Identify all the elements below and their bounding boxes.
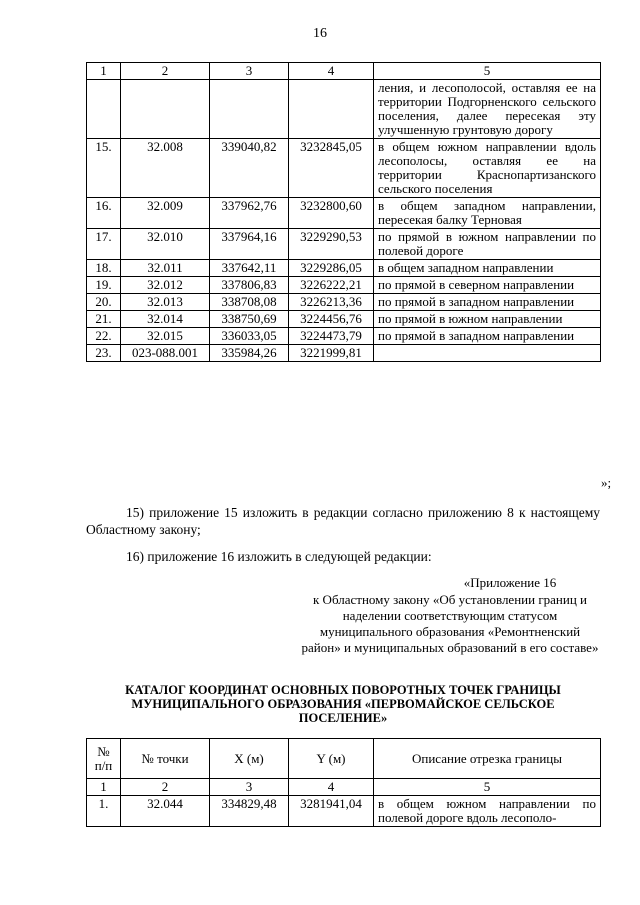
table-row [87,311,601,328]
cell-y: 3232800,60 [289,198,374,229]
header-cell: 3 [210,63,289,80]
table-row: 1. 32.044 334829,48 3281941,04 в общем южном направлении по полевой дороге вдоль лесополо- [87,796,601,827]
cell-point: 32.015 [121,328,210,345]
cell-point: 023-088.001 [121,345,210,362]
cell-x: 339040,82 [210,139,289,198]
cell-desc: по прямой в западном направлении [374,328,601,345]
header-cell: № точки [121,739,210,779]
cell-y: 3229286,05 [289,260,374,277]
cell-x: 337806,83 [210,277,289,294]
table-row [87,328,601,345]
cell-x: 337962,76 [210,198,289,229]
page-number: 16 [313,26,327,41]
cell-n: 19. [87,277,121,294]
cell-n: 15. [87,139,121,198]
header-cell: 2 [121,63,210,80]
cell-n: 18. [87,260,121,277]
cell-x: 338708,08 [210,294,289,311]
table-row [87,139,601,198]
cell-desc [374,345,601,362]
coordinates-table [86,738,601,827]
table-header-row [87,739,601,779]
cell-n: 22. [87,328,121,345]
cell-desc: по прямой в южном направлении [374,311,601,328]
cell-y: 3229290,53 [289,229,374,260]
table-row [87,294,601,311]
appendix-body: к Областному закону «Об установлении границ и наделении соответствующим статусом муниципального образования «Ремонтненский район» и муниципальных образований в его составе» [301,592,599,655]
cell-n: 16. [87,198,121,229]
header-cell: X (м) [210,739,289,779]
cell-point: 32.011 [121,260,210,277]
closing-quote: »; [601,475,612,490]
table-row [87,198,601,229]
cell-n: 21. [87,311,121,328]
cell-y: 3221999,81 [289,345,374,362]
cell-n: 20. [87,294,121,311]
cell-x: 338750,69 [210,311,289,328]
cell-x: 336033,05 [210,328,289,345]
cell-desc: в общем южном направлении вдоль лесополосы, оставляя ее на территории Краснопартизанского сельского поселения [374,139,601,198]
table-row [87,277,601,294]
header-cell: Описание отрезка границы [374,739,601,779]
cell-desc: по прямой в северном направлении [374,277,601,294]
cell-y: 3232845,05 [289,139,374,198]
cell-desc: по прямой в западном направлении [374,294,601,311]
paragraph-15: 15) приложение 15 изложить в редакции согласно приложению 8 к настоящему Областному закону; [86,505,600,537]
cell-y: 3224473,79 [289,328,374,345]
header-cell: № п/п [87,739,121,779]
cell-desc: в общем западном направлении [374,260,601,277]
cell-n: 23. [87,345,121,362]
cell-y: 3226213,36 [289,294,374,311]
table-header-row [87,63,601,80]
header-cell: Y (м) [289,739,374,779]
cell-point: 32.010 [121,229,210,260]
catalog-title: КАТАЛОГ КООРДИНАТ ОСНОВНЫХ ПОВОРОТНЫХ ТОЧЕК ГРАНИЦЫ МУНИЦИПАЛЬНОГО ОБРАЗОВАНИЯ «ПЕРВОМАЙСКОЕ СЕЛЬСКОЕ ПОСЕЛЕНИЕ» [125,683,561,725]
cell-y: 3226222,21 [289,277,374,294]
cell-point: 32.013 [121,294,210,311]
cell-y: 3224456,76 [289,311,374,328]
cell-x: 337642,11 [210,260,289,277]
cell-x: 335984,26 [210,345,289,362]
table-number-row: 1 2 3 4 5 [87,779,601,796]
cell-desc: по прямой в южном направлении по полевой дороге [374,229,601,260]
cell-n: 17. [87,229,121,260]
cell-point: 32.009 [121,198,210,229]
cell-point: 32.014 [121,311,210,328]
cell-point: 32.012 [121,277,210,294]
header-cell: 5 [374,63,601,80]
table-row [87,345,601,362]
cell-desc: в общем западном направлении, пересекая балку Терновая [374,198,601,229]
table-row [87,229,601,260]
cell-x: 337964,16 [210,229,289,260]
header-cell: 4 [289,63,374,80]
coordinates-table-continued [86,62,601,362]
header-cell: 1 [87,63,121,80]
table-row [87,260,601,277]
row-description: ления, и лесополосой, оставляя ее на территории Подгорненского сельского поселения, далее пересекая эту улучшенную грунтовую дорогу [374,80,601,139]
appendix-title: «Приложение 16 [463,575,557,590]
cell-point: 32.008 [121,139,210,198]
paragraph-16: 16) приложение 16 изложить в следующей редакции: [126,549,432,564]
table-row [87,80,601,139]
